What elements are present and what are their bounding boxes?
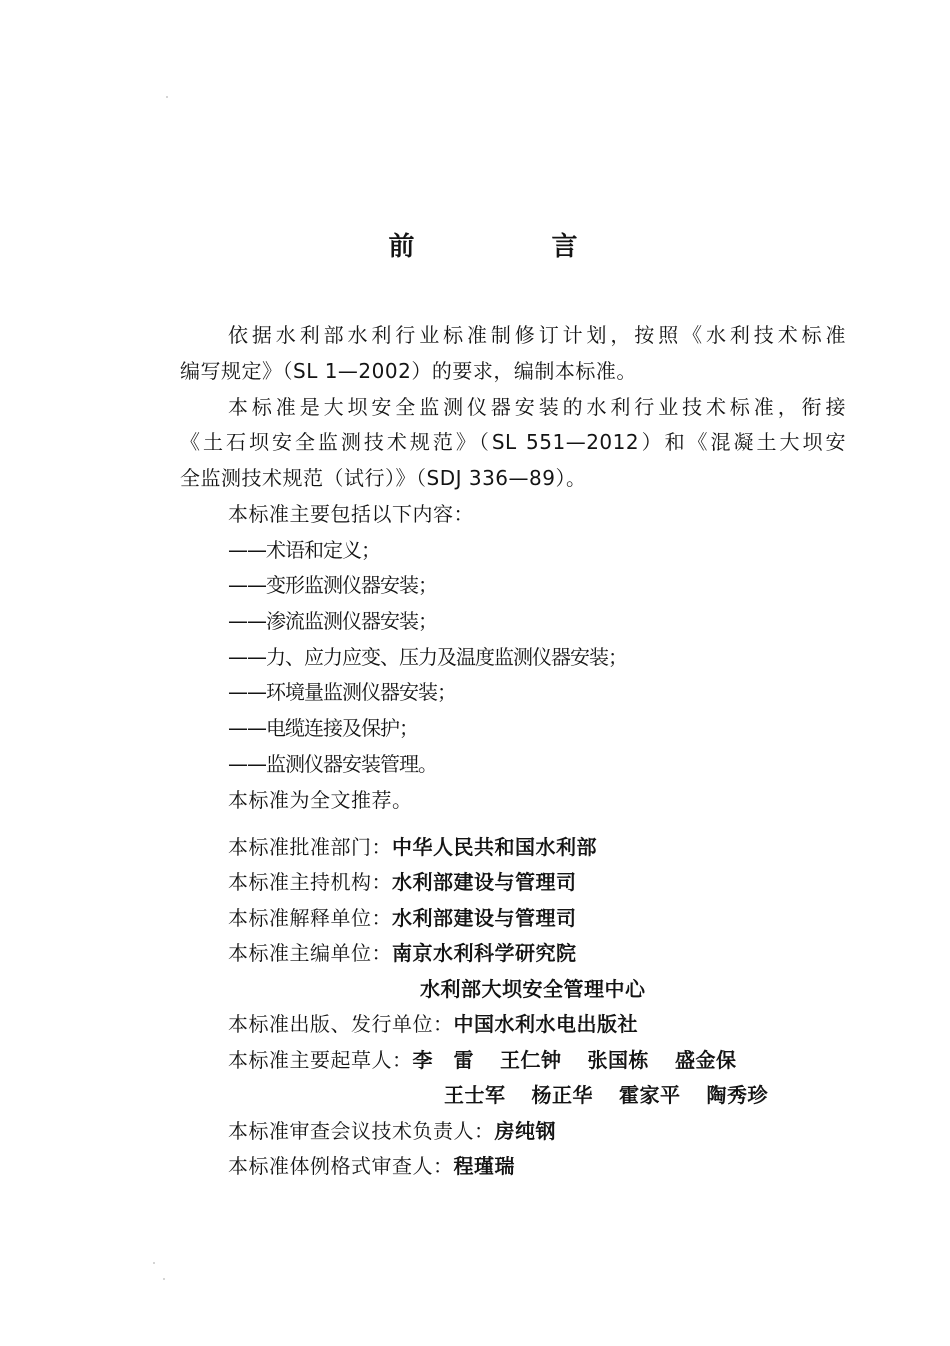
publisher-row [228, 1009, 638, 1039]
basis-paragraph-line-1: 依据水利部水利行业标准制修订计划，按照《水利技术标准 [228, 323, 846, 347]
contents-item: ——电缆连接及保护； [228, 716, 418, 740]
host-row [228, 867, 577, 897]
reviewer-value: 房纯钢 [494, 1119, 556, 1143]
drafter-name: 王仁钟 [500, 1048, 562, 1072]
scope-paragraph-line-2: 《土石坝安全监测技术规范》（SL 551—2012）和《混凝土大坝安 [180, 430, 846, 454]
drafter-name: 盛金保 [675, 1048, 737, 1072]
format-value: 程瑾瑞 [453, 1154, 515, 1178]
drafter-name: 李 雷 [412, 1048, 474, 1072]
editor-label: 本标准主编单位： [228, 941, 392, 965]
drafters-row-2 [444, 1080, 794, 1110]
interpret-label: 本标准解释单位： [228, 906, 392, 930]
drafters-row [228, 1045, 763, 1075]
publisher-value: 中国水利水电出版社 [453, 1012, 638, 1036]
contents-item: ——术语和定义； [228, 538, 380, 562]
contents-intro: 本标准主要包括以下内容： [228, 502, 474, 526]
drafters-names [413, 1048, 763, 1072]
contents-item: ——变形监测仪器安装； [228, 573, 437, 597]
editor-value-1: 南京水利科学研究院 [392, 941, 577, 965]
approval-label: 本标准批准部门： [228, 835, 392, 859]
drafters-label: 本标准主要起草人： [228, 1048, 413, 1072]
contents-item: ——监测仪器安装管理。 [228, 752, 437, 776]
scope-paragraph-line-3: 全监测技术规范（试行）》（SDJ 336—89）。 [180, 466, 587, 490]
scan-speck [163, 1278, 165, 1280]
scope-paragraph-line-1: 本标准是大坝安全监测仪器安装的水利行业技术标准，衔接 [228, 395, 846, 419]
format-reviewer-row [228, 1151, 515, 1181]
approval-value: 中华人民共和国水利部 [392, 835, 597, 859]
recommend-statement: 本标准为全文推荐。 [228, 788, 413, 812]
reviewer-label: 本标准审查会议技术负责人： [228, 1119, 495, 1143]
basis-paragraph-line-2: 编写规定》（SL 1—2002）的要求，编制本标准。 [180, 359, 637, 383]
page-title: 前 言 [388, 232, 642, 262]
host-value: 水利部建设与管理司 [392, 870, 577, 894]
drafter-name: 张国栋 [587, 1048, 649, 1072]
reviewer-row [228, 1116, 556, 1146]
publisher-label: 本标准出版、发行单位： [228, 1012, 454, 1036]
format-label: 本标准体例格式审查人： [228, 1154, 454, 1178]
interpret-value: 水利部建设与管理司 [392, 906, 577, 930]
drafter-name: 王士军 [444, 1083, 506, 1107]
scan-speck [166, 96, 168, 98]
drafter-name: 杨正华 [531, 1083, 593, 1107]
drafter-name: 陶秀珍 [706, 1083, 768, 1107]
scan-speck [153, 1262, 155, 1264]
drafter-name: 霍家平 [619, 1083, 681, 1107]
editor-row [228, 938, 577, 968]
approval-row [228, 832, 597, 862]
editor-value-2: 水利部大坝安全管理中心 [420, 977, 646, 1001]
host-label: 本标准主持机构： [228, 870, 392, 894]
contents-item: ——力、应力应变、压力及温度监测仪器安装； [228, 645, 627, 669]
contents-item: ——渗流监测仪器安装； [228, 609, 437, 633]
interpret-row [228, 903, 577, 933]
contents-item: ——环境量监测仪器安装； [228, 680, 456, 704]
